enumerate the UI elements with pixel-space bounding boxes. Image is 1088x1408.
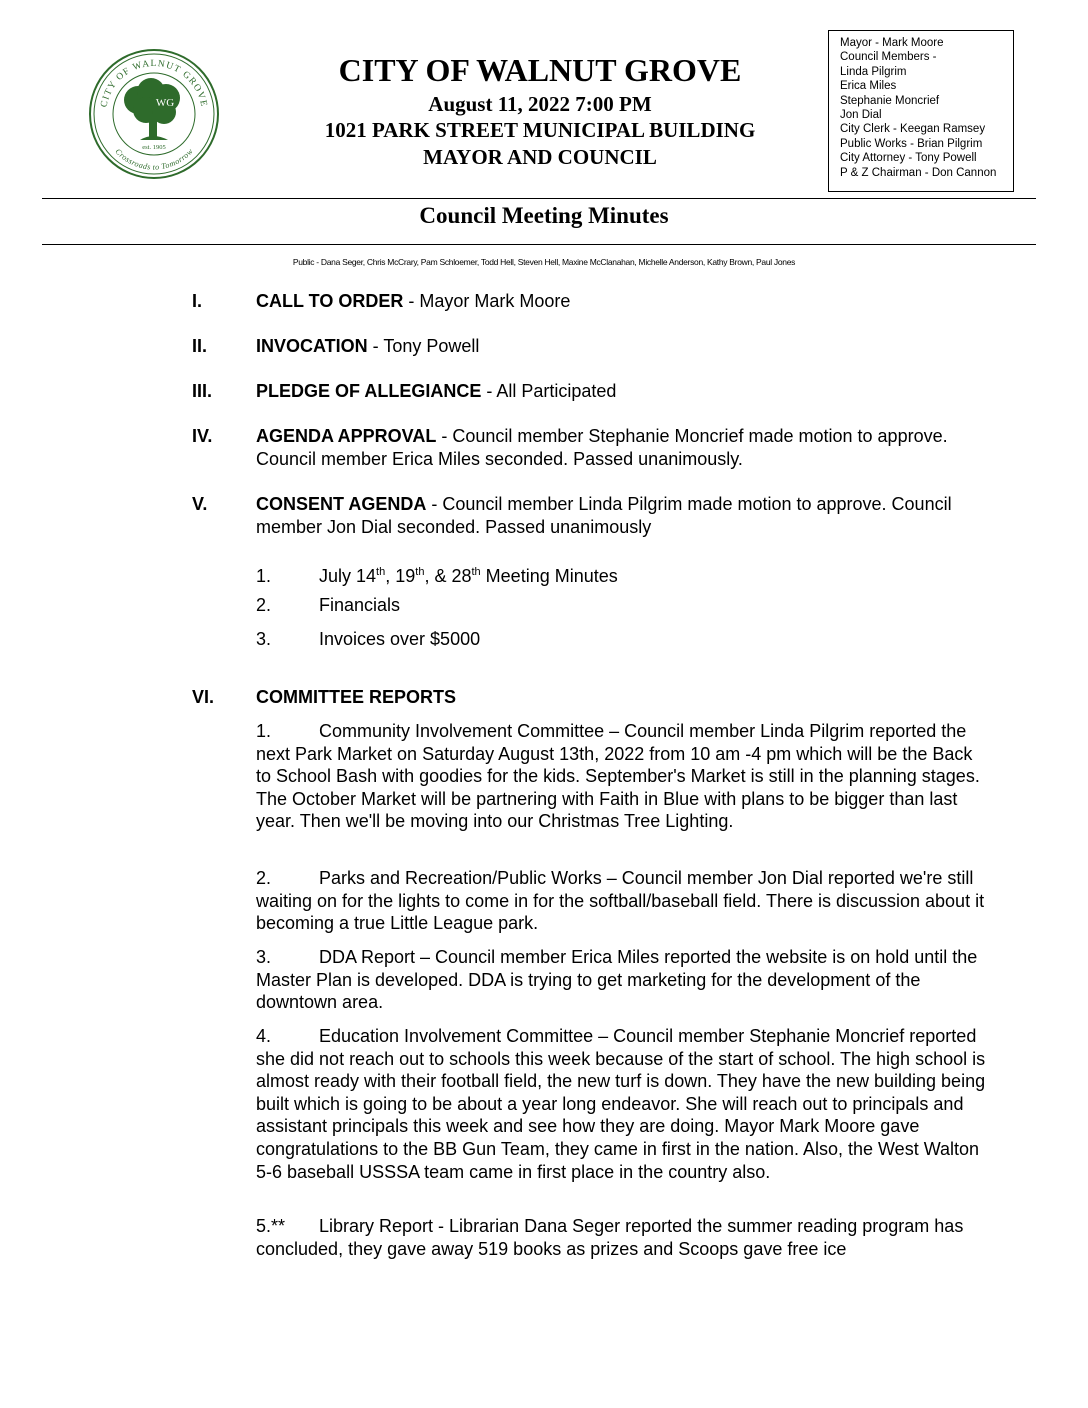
item-heading: COMMITTEE REPORTS bbox=[256, 687, 457, 707]
report-text: Parks and Recreation/Public Works – Council member Jon Dial reported we're still waiting on for the lights to come in for the softball/baseball field. There is discussion about it becoming a true Little League park. bbox=[256, 868, 985, 934]
item-heading: PLEDGE OF ALLEGIANCE bbox=[256, 381, 482, 401]
report-number: 4. bbox=[256, 1026, 272, 1046]
agenda-item bbox=[192, 335, 952, 358]
agenda-item bbox=[192, 425, 952, 471]
divider bbox=[42, 244, 1036, 245]
agenda-item bbox=[192, 493, 952, 539]
report-paragraph bbox=[256, 867, 986, 935]
meeting-address: 1021 PARK STREET MUNICIPAL BUILDING bbox=[324, 118, 756, 142]
item-heading: AGENDA APPROVAL bbox=[256, 426, 437, 446]
report-paragraph bbox=[256, 1025, 986, 1183]
item-text: - Council member Linda Pilgrim made motion to approve. Council member Jon Dial seconded. Passed unanimously bbox=[256, 494, 952, 537]
seal-monogram: WG bbox=[155, 97, 175, 109]
consent-text: July 14th, 19th, & 28th Meeting Minutes bbox=[319, 566, 618, 586]
agenda-item bbox=[192, 380, 952, 403]
report-text: Community Involvement Committee – Council member Linda Pilgrim reported the next Park Market on Saturday August 13th, 2022 from 10 am -4 pm which will be the Back to School Bash with goodies for the kids. September's Market is still in the planning stages. The October Market will be partnering with Faith in Blue with plans to be bigger than last year. Then we'll be moving into our Christmas Tree Lighting. bbox=[256, 721, 980, 832]
official-line: Mayor - Mark Moore bbox=[840, 37, 944, 49]
public-attendees: Public - Dana Seger, Chris McCrary, Pam Schloemer, Todd Hell, Steven Hell, Maxine McClanahan, Michelle Anderson, Kathy Brown, Paul Jones bbox=[292, 257, 796, 267]
consent-number: 2. bbox=[256, 595, 272, 615]
consent-text: Financials bbox=[319, 595, 401, 615]
report-paragraph bbox=[256, 1215, 986, 1260]
official-line: Stephanie Moncrief bbox=[840, 94, 940, 107]
agenda-item bbox=[192, 686, 952, 709]
consent-item bbox=[256, 594, 400, 617]
meeting-body: MAYOR AND COUNCIL bbox=[423, 145, 657, 169]
divider bbox=[42, 198, 1036, 199]
item-number: V. bbox=[192, 494, 208, 514]
tree-icon bbox=[124, 78, 180, 140]
item-heading: CONSENT AGENDA bbox=[256, 494, 427, 514]
report-text: Library Report - Librarian Dana Seger reported the summer reading program has concluded, they gave away 519 books as prizes and Scoops gave free ice bbox=[256, 1216, 964, 1259]
official-line: Erica Miles bbox=[840, 80, 897, 93]
item-number: IV. bbox=[192, 426, 213, 446]
city-seal-logo bbox=[88, 48, 220, 180]
officials-box bbox=[828, 30, 1014, 192]
report-text: Education Involvement Committee – Council member Stephanie Moncrief reported she did not reach out to schools this week because of the start of school. The high school is almost ready with their football field, the new turf is down. They have the new building being built which is going to be about a year long endeavor. She will reach out to principals and assistant principals this week and see how they are doing. Mayor Mark Moore gave congratulations to the BB Gun Team, they came in first in the nation. Also, the West Walton 5-6 baseball USSSA team came in first place in the country also. bbox=[256, 1026, 986, 1182]
report-number: 5.** bbox=[256, 1216, 286, 1236]
item-number: VI. bbox=[192, 687, 215, 707]
consent-number: 3. bbox=[256, 629, 272, 649]
item-number: I. bbox=[192, 291, 203, 311]
item-heading: CALL TO ORDER bbox=[256, 291, 404, 311]
official-line: Council Members - bbox=[840, 51, 937, 64]
official-line: Linda Pilgrim bbox=[840, 65, 907, 78]
report-paragraph bbox=[256, 720, 986, 833]
seal-ring-bottom: Crossroads to Tomorrow bbox=[113, 146, 195, 172]
report-number: 2. bbox=[256, 868, 272, 888]
item-text: - Council member Stephanie Moncrief made motion to approve. Council member Erica Miles seconded. Passed unanimously. bbox=[256, 426, 948, 469]
official-line: City Attorney - Tony Powell bbox=[840, 152, 977, 165]
consent-text: Invoices over $5000 bbox=[319, 629, 481, 649]
item-heading: INVOCATION bbox=[256, 336, 368, 356]
document-title: Council Meeting Minutes bbox=[419, 203, 669, 228]
item-number: III. bbox=[192, 381, 213, 401]
report-text: DDA Report – Council member Erica Miles reported the website is on hold until the Master Plan is developed. DDA is trying to get marketing for the development of the downtown area. bbox=[256, 947, 978, 1013]
official-line: Public Works - Brian Pilgrim bbox=[840, 137, 983, 150]
report-number: 3. bbox=[256, 947, 272, 967]
report-number: 1. bbox=[256, 721, 272, 741]
official-line: City Clerk - Keegan Ramsey bbox=[840, 123, 986, 136]
city-name: CITY OF WALNUT GROVE bbox=[338, 52, 742, 88]
item-number: II. bbox=[192, 336, 208, 356]
item-text: - Mayor Mark Moore bbox=[403, 291, 571, 311]
consent-item bbox=[256, 561, 618, 588]
consent-item bbox=[256, 628, 480, 651]
report-paragraph bbox=[256, 946, 986, 1014]
seal-ring-top: CITY OF WALNUT GROVE bbox=[99, 58, 209, 109]
item-text: - All Participated bbox=[481, 381, 617, 401]
consent-number: 1. bbox=[256, 566, 272, 586]
official-line: Jon Dial bbox=[840, 109, 882, 122]
official-line: P & Z Chairman - Don Cannon bbox=[840, 166, 997, 179]
agenda-item bbox=[192, 290, 952, 313]
item-text: - Tony Powell bbox=[367, 336, 480, 356]
seal-est: est. 1905 bbox=[142, 144, 166, 151]
meeting-date: August 11, 2022 7:00 PM bbox=[428, 92, 652, 116]
